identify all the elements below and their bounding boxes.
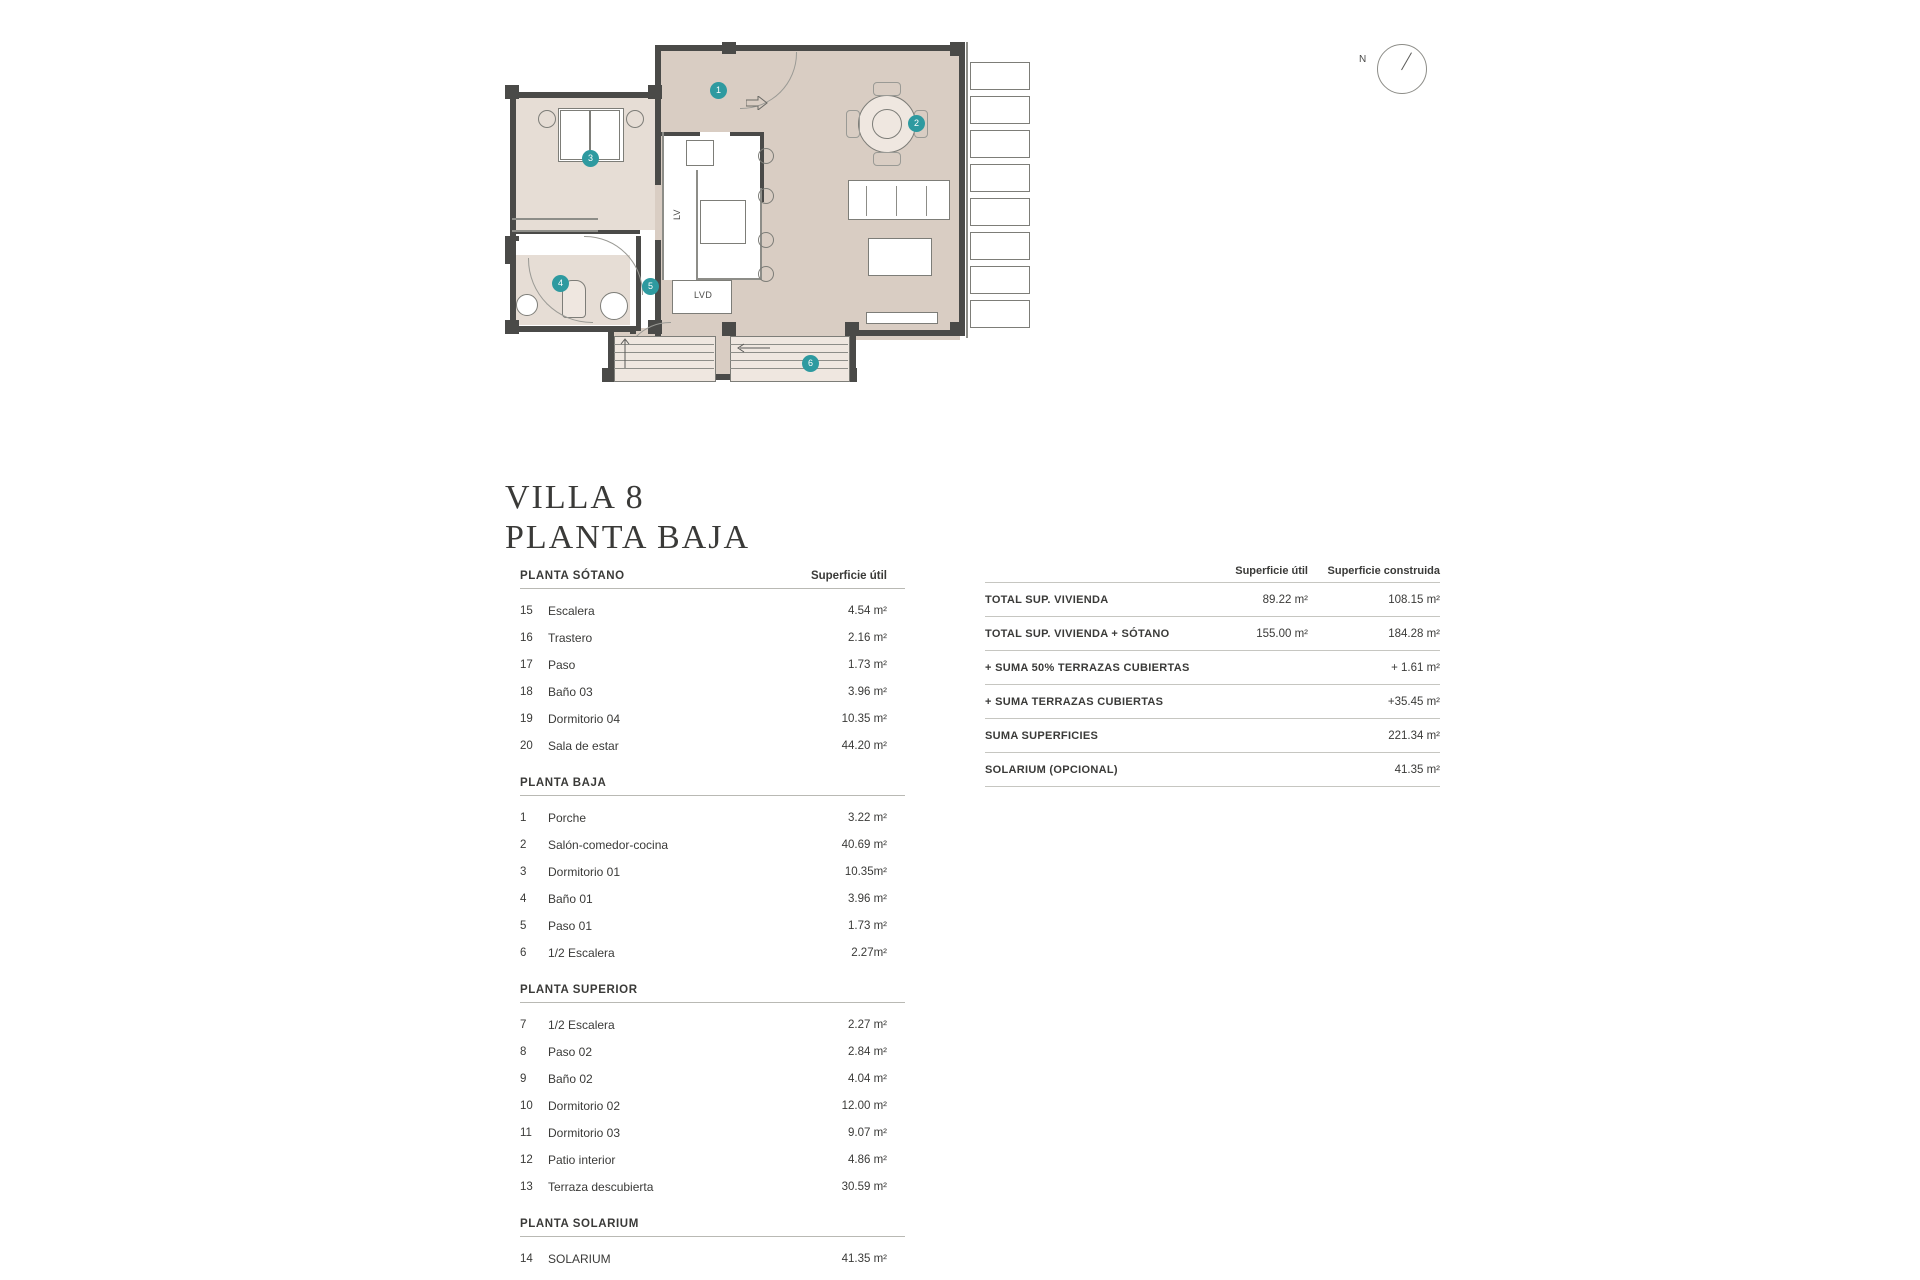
row-number: 4 [520,892,527,905]
row-area: 1.73 m² [848,919,887,932]
row-name: Baño 01 [548,891,593,906]
wall-bath-bottom [510,326,635,332]
terrace-step-7 [970,266,1030,294]
row-name: 1/2 Escalera [548,945,615,960]
wall-right [959,45,965,335]
table-row [520,858,905,885]
table-row [520,597,905,624]
row-name: Baño 02 [548,1071,593,1086]
row-area: 2.27 m² [848,1018,887,1031]
totals-row [985,718,1440,752]
row-area: 3.22 m² [848,811,887,824]
areas-table [520,570,905,1272]
row-number: 3 [520,865,527,878]
row-number: 7 [520,1018,527,1031]
row-name: Baño 03 [548,684,593,699]
dining-table-inner [872,109,902,139]
page-title [505,478,750,558]
section-title-solarium: PLANTA SOLARIUM [520,1218,639,1230]
row-number: 8 [520,1045,527,1058]
table-header-baja [520,777,905,796]
jamb-bed-tr [648,85,662,99]
stair-l-4 [614,368,714,369]
row-number: 15 [520,604,533,617]
totals-row-label: TOTAL SUP. VIVIENDA [985,593,1109,606]
row-name: Sala de estar [548,738,619,753]
title-line-1: VILLA 8 [505,479,645,516]
row-name: 1/2 Escalera [548,1017,615,1032]
title-line-2: PLANTA BAJA [505,519,751,556]
wall-left-outer [510,92,516,332]
totals-row-label: + SUMA 50% TERRAZAS CUBIERTAS [985,661,1190,674]
table-row [520,732,905,759]
wall-kitchen-left [655,45,661,185]
kitchen-circle-4 [758,266,774,282]
section-title-sotano: PLANTA SÓTANO [520,570,625,582]
kitchen-counter-left [662,132,664,280]
row-number: 9 [520,1072,527,1085]
tv-unit [866,312,938,324]
row-name: Patio interior [548,1152,616,1167]
totals-row [985,616,1440,650]
row-name: Paso 01 [548,918,593,933]
plan-badge-6[interactable]: 6 [802,355,819,372]
totals-row-label: SUMA SUPERFICIES [985,729,1099,742]
terrace-step-2 [970,96,1030,124]
jamb-top-1 [722,42,736,54]
nightstand-right [626,110,644,128]
plan-badge-1[interactable]: 1 [710,82,727,99]
jamb-bottom-right [950,322,965,336]
totals-row [985,582,1440,616]
table-row [520,1011,905,1038]
row-area: 2.84 m² [848,1045,887,1058]
totals-row [985,752,1440,787]
kitchen-counter-mid [696,170,698,280]
row-number: 19 [520,712,533,725]
totals-row-util: 89.22 m² [1262,593,1308,606]
totals-row-label: + SUMA TERRAZAS CUBIERTAS [985,695,1164,708]
section-title-baja: PLANTA BAJA [520,777,607,789]
table-row [520,1038,905,1065]
kitchen-circle-1 [758,148,774,164]
row-area: 4.54 m² [848,604,887,617]
row-area: 10.35 m² [841,712,887,725]
kitchen-hob [700,200,746,244]
coffee-table [868,238,932,276]
jamb-bed-tl [505,85,519,99]
row-name: Dormitorio 03 [548,1125,621,1140]
dining-chair-left [846,110,860,138]
terrace-step-3 [970,130,1030,158]
table-row [520,705,905,732]
kitchen-sink [686,140,714,166]
row-number: 20 [520,739,533,752]
wall-bottom-right [850,330,965,336]
table-row [520,939,905,966]
row-name: Paso [548,657,576,672]
row-area: 2.27m² [851,946,887,959]
partition-kitchen-top [658,132,700,136]
table-row [520,651,905,678]
table-header-superior [520,984,905,1003]
totals-row-construida: +35.45 m² [1387,695,1440,708]
wall-top [655,45,965,51]
table-row [520,831,905,858]
sofa-div-2 [896,186,897,216]
row-number: 12 [520,1153,533,1166]
table-row [520,678,905,705]
jamb-bottom-1 [722,322,736,336]
totals-row-label: TOTAL SUP. VIVIENDA + SÓTANO [985,627,1170,640]
row-area: 30.59 m² [841,1180,887,1193]
terrace-step-6 [970,232,1030,260]
table-header-sotano [520,570,905,589]
row-number: 11 [520,1126,532,1139]
row-area: 12.00 m² [841,1099,887,1112]
terrace-step-8 [970,300,1030,328]
nightstand-left [538,110,556,128]
table-row [520,804,905,831]
row-number: 6 [520,946,527,959]
floor-plan-drawing [557,40,1360,460]
totals-table [985,565,1440,787]
row-area: 3.96 m² [848,685,887,698]
table-row [520,885,905,912]
wall-bedroom-top [510,92,660,98]
totals-row-construida: 221.34 m² [1388,729,1440,742]
row-area: 1.73 m² [848,658,887,671]
row-area: 2.16 m² [848,631,887,644]
row-name: Escalera [548,603,595,618]
totals-col-construida: Superficie construida [1327,565,1440,577]
row-area: 9.07 m² [848,1126,887,1139]
table-row [520,1146,905,1173]
north-letter: N [1359,54,1367,65]
kitchen-circle-2 [758,188,774,204]
washbasin [516,294,538,316]
stair-r-4 [730,368,848,369]
row-name: Dormitorio 02 [548,1098,621,1113]
table-row [520,1092,905,1119]
row-area: 3.96 m² [848,892,887,905]
lv-label: LV [672,209,682,220]
row-area: 4.04 m² [848,1072,887,1085]
row-name: Trastero [548,630,593,645]
entry-arrow-icon [746,96,768,110]
wall-left-notch-top [505,236,519,241]
row-number: 2 [520,838,527,851]
totals-row-construida: 41.35 m² [1394,763,1440,776]
row-area: 4.86 m² [848,1153,887,1166]
row-name: Terraza descubierta [548,1179,654,1194]
terrace-step-4 [970,164,1030,192]
wardrobe-line [512,230,598,232]
row-name: SOLARIUM [548,1251,611,1266]
jamb-bath-bl [505,320,519,334]
plan-badge-2[interactable]: 2 [908,115,925,132]
row-number: 13 [520,1180,533,1193]
row-name: Dormitorio 01 [548,864,621,879]
row-area: 10.35m² [844,865,887,878]
table-row [520,1119,905,1146]
dining-chair-bottom [873,152,901,166]
table-row [520,1173,905,1200]
totals-row-util: 155.00 m² [1256,627,1308,640]
stair-r-3 [730,360,848,361]
row-name: Paso 02 [548,1044,593,1059]
plan-badge-3[interactable]: 3 [582,150,599,167]
totals-row-construida: + 1.61 m² [1391,661,1440,674]
dining-chair-top [873,82,901,96]
row-number: 18 [520,685,533,698]
row-name: Porche [548,810,587,825]
door-swing-bedroom [584,236,643,295]
plan-badge-4[interactable]: 4 [552,275,569,292]
kitchen-circle-3 [758,232,774,248]
terrace-step-5 [970,198,1030,226]
table-row [520,1245,905,1272]
totals-row-construida: 184.28 m² [1388,627,1440,640]
sofa-div-3 [926,186,927,216]
row-area: 40.69 m² [841,838,887,851]
totals-row-construida: 108.15 m² [1388,593,1440,606]
sofa-div-1 [866,186,867,216]
row-number: 16 [520,631,533,644]
plan-badge-5[interactable]: 5 [642,278,659,295]
sofa [848,180,950,220]
row-number: 5 [520,919,527,932]
wardrobe-line2 [512,218,598,220]
terrace-edge [966,42,968,338]
row-number: 17 [520,658,533,671]
partition-kitchen-top2 [730,132,764,136]
jamb-bottom-2 [845,322,859,336]
jamb-top-2 [950,42,965,56]
terrace-step-1 [970,62,1030,90]
totals-column-headers [985,565,1440,582]
lvd-label: LVD [694,290,713,300]
totals-row [985,684,1440,718]
table-row [520,1065,905,1092]
table-header-solarium [520,1218,905,1237]
row-name: Dormitorio 04 [548,711,621,726]
row-area: 41.35 m² [841,1252,887,1265]
totals-col-util: Superficie útil [1235,565,1308,577]
stair-up-arrow-icon [618,336,632,368]
table-row [520,624,905,651]
row-number: 1 [520,811,527,824]
row-area: 44.20 m² [841,739,887,752]
toilet [600,292,628,320]
column-header-superficie-util: Superficie útil [810,570,887,582]
section-title-superior: PLANTA SUPERIOR [520,984,638,996]
totals-row-label: SOLARIUM (OPCIONAL) [985,763,1118,776]
north-indicator [1355,40,1435,100]
row-number: 14 [520,1252,533,1265]
row-number: 10 [520,1099,533,1112]
totals-row [985,650,1440,684]
stair-down-arrow-icon [734,342,770,354]
table-row [520,912,905,939]
row-name: Salón-comedor-cocina [548,837,669,852]
